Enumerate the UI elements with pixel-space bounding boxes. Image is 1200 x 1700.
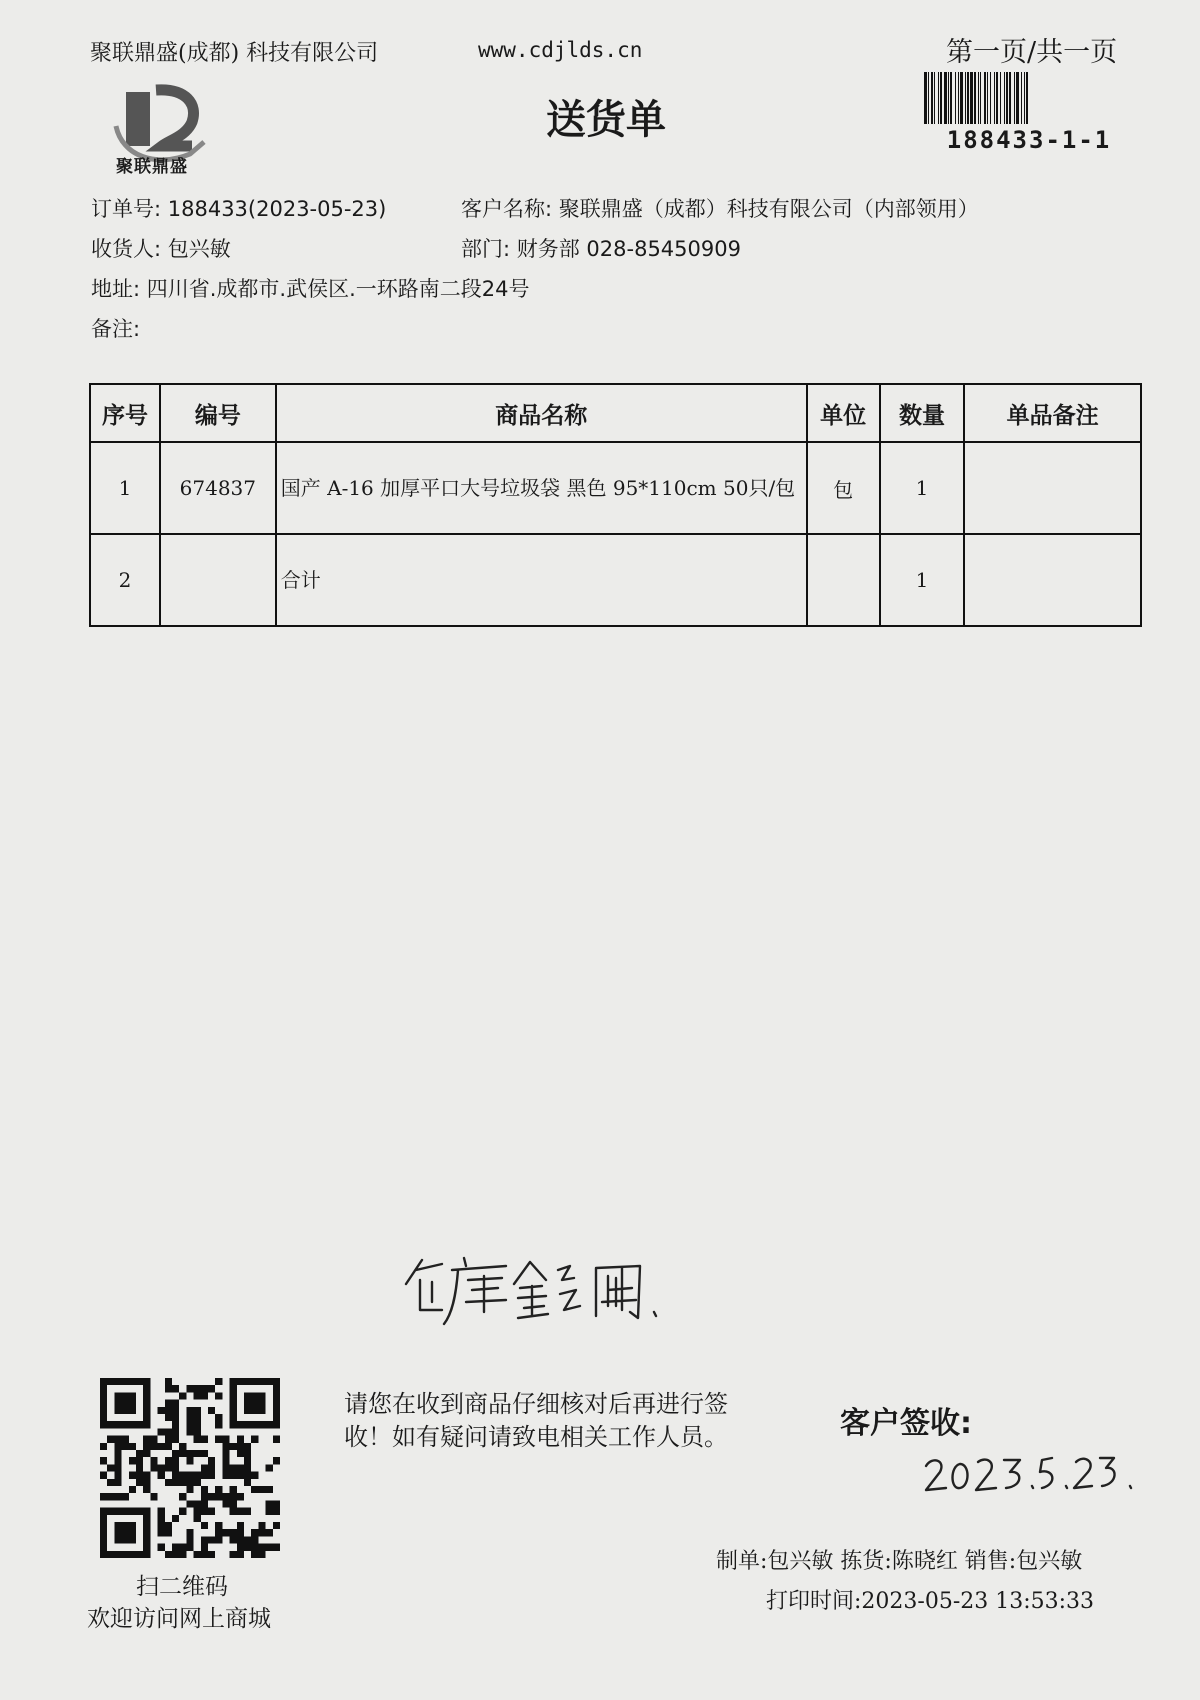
header-unit: 单位 [807, 384, 880, 442]
header-quantity: 数量 [880, 384, 965, 442]
staff-info: 制单:包兴敏 拣货:陈晓红 销售:包兴敏 [716, 1549, 1083, 1574]
header-code: 编号 [160, 384, 276, 442]
cell-seq: 1 [90, 442, 160, 534]
remark-label: 备注: [91, 317, 141, 341]
department: 部门: 财务部 028-85450909 [461, 237, 741, 261]
table-row-total [90, 534, 1141, 626]
header-product-name: 商品名称 [276, 384, 807, 442]
cell-seq: 2 [90, 534, 160, 626]
customer-sign-label: 客户签收: [840, 1406, 972, 1441]
cell-total-label: 合计 [276, 534, 807, 626]
cell-unit [807, 534, 880, 626]
header-item-remark: 单品备注 [964, 384, 1141, 442]
barcode-number: 188433-1-1 [946, 126, 1112, 154]
cell-total-quantity: 1 [880, 534, 965, 626]
qr-caption-line1: 扫二维码 [136, 1574, 228, 1600]
customer-name: 客户名称: 聚联鼎盛（成都）科技有限公司（内部领用） [461, 197, 979, 221]
cell-item-remark [964, 534, 1141, 626]
barcode [922, 72, 1136, 124]
cell-unit: 包 [807, 442, 880, 534]
signing-notice: 请您在收到商品仔细核对后再进行签收！如有疑问请致电相关工作人员。 [344, 1390, 728, 1451]
table-row [90, 442, 1141, 534]
cell-code: 674837 [160, 442, 276, 534]
page-indicator: 第一页/共一页 [946, 37, 1118, 68]
cell-quantity: 1 [880, 442, 965, 534]
company-name: 聚联鼎盛(成都) 科技有限公司 [90, 41, 379, 66]
handwritten-note [402, 1240, 682, 1330]
qr-caption-line2: 欢迎访问网上商城 [87, 1606, 271, 1632]
cell-item-remark [964, 442, 1141, 534]
cell-product-name: 国产 A-16 加厚平口大号垃圾袋 黑色 95*110cm 50只/包 [276, 442, 807, 534]
table-header-row [90, 384, 1141, 442]
address: 地址: 四川省.成都市.武侯区.一环路南二段24号 [91, 277, 530, 301]
receiver: 收货人: 包兴敏 [91, 237, 231, 261]
logo-text: 聚联鼎盛 [116, 157, 188, 177]
header-seq: 序号 [90, 384, 160, 442]
items-table [89, 383, 1142, 627]
handwritten-date [920, 1450, 1140, 1500]
qr-code [100, 1378, 280, 1558]
order-number: 订单号: 188433(2023-05-23) [91, 197, 387, 221]
print-time: 打印时间:2023-05-23 13:53:33 [766, 1589, 1095, 1614]
page-title: 送货单 [546, 97, 666, 143]
cell-code [160, 534, 276, 626]
website-url: www.cdjlds.cn [478, 38, 643, 62]
